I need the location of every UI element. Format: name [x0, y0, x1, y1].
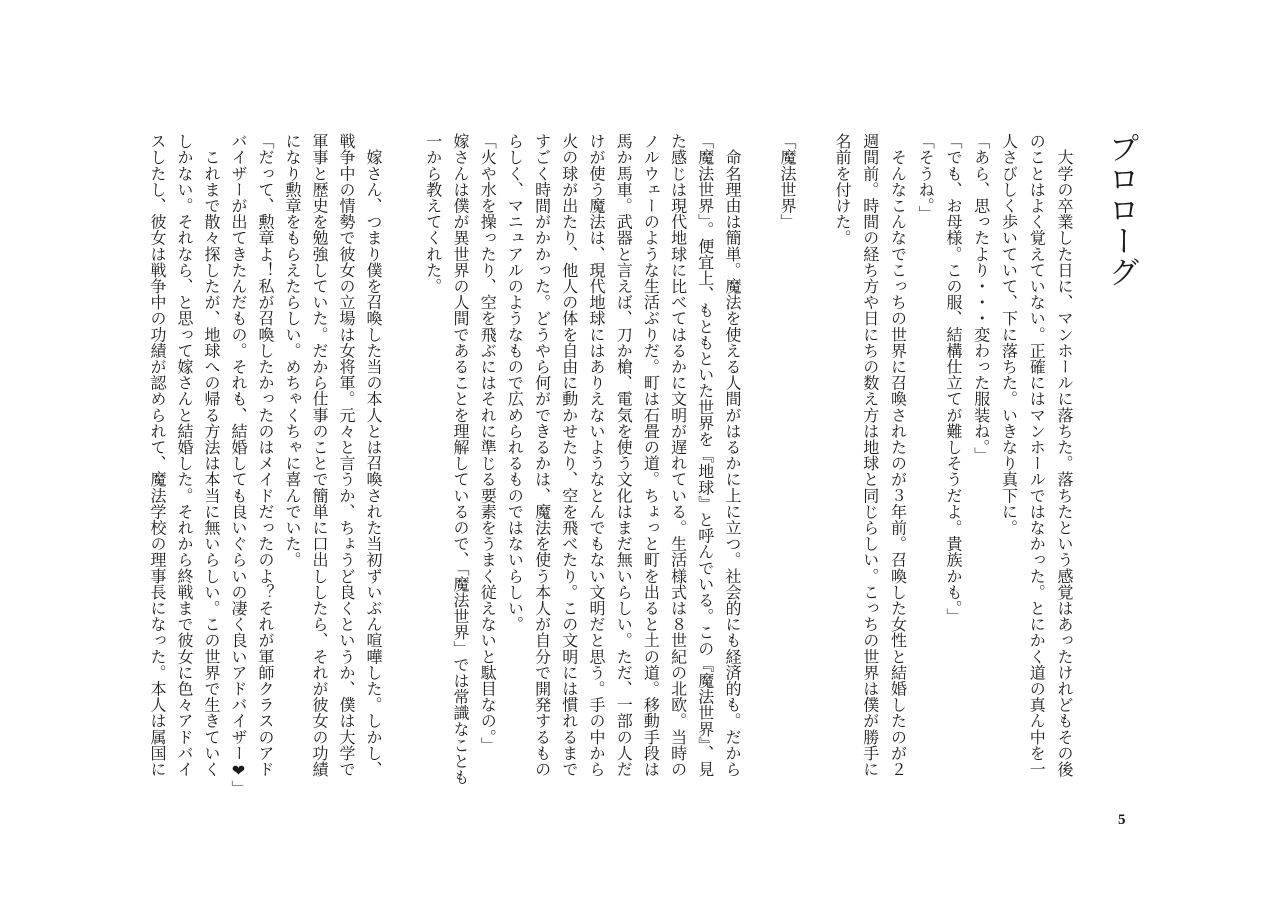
text-line: た感じは現代地球に比べてはるかに文明が遅れている。生活様式は８世紀の北欧。当時の: [668, 133, 688, 777]
text-line: しかない。それなら、と思って嫁さんと結婚した。それから終戦まで彼女に色々アドバイ: [175, 133, 194, 777]
text-line: 「魔法世界」。便宜上、もともといた世界を『地球』と呼んでいる。この『魔法世界』、見: [695, 133, 715, 778]
text-line: ノルウェーのような生活ぶりだ。町は石畳の道。ちょっと町を出ると土の道。移動手段は: [641, 133, 661, 777]
text-line: 大学の卒業した日に、マンホールに落ちた。落ちたという感覚はあったけれどもその後: [1055, 133, 1074, 777]
text-line: のことはよく覚えていない。正確にはマンホールではなかった。とにかく道の真ん中を一: [1027, 133, 1047, 777]
text-line: けが使う魔法は、現代地球にはありえないようなとんでもない文明だと思う。手の中から: [587, 133, 606, 777]
text-line: 命名理由は簡単。魔法を使える人間がはるかに上に立つ。社会的にも経済的も。だから: [723, 133, 742, 777]
text-line: 「あら、思ったより・・・変わった服装ね。」: [971, 133, 991, 464]
chapter-title: プロローグ: [1102, 132, 1139, 287]
text-line: 名前を付けた。: [833, 133, 852, 246]
text-line: 人さびしく歩いていて、下に落ちた。いきなり真下に。: [999, 133, 1019, 536]
text-line: 「でも、お母様。この服、結構仕立てが難しそうだよ。貴族かも。」: [944, 133, 963, 625]
text-line: そんなこんなでこっちの世界に召喚されたのが３年前。召喚した女性と結婚したのが２: [888, 133, 908, 777]
text-line: 戦争中の情勢で彼女の立場は女将軍。元々と言うか、ちょうど良くというか、僕は大学で: [337, 133, 356, 777]
text-line: 一から教えてくれた。: [423, 133, 443, 294]
text-line: スしたし、彼女は戦争中の功績が認められて、魔法学校の理事長になった。本人は属国に: [148, 133, 167, 777]
text-line: 嫁さんは僕が異世界の人間であることを理解しているので、「魔法世界」では常識なことも: [451, 133, 470, 786]
text-line: 「だって、勲章よ！私が召喚したかったのはメイドだったのよ？それが軍師クラスのアド: [256, 133, 275, 777]
text-line: になり勲章をもらえたらしい。めちゃくちゃに喜んでいた。: [283, 133, 302, 568]
text-line: 軍事と歴史を勉強していた。だから仕事のことで簡単に口出ししたら、それが彼女の功績: [310, 133, 329, 777]
text-line: すごく時間がかかった。どうやら何ができるかは、魔法を使う本人が自分で開発するもの: [532, 133, 552, 777]
page-number: 5: [1118, 812, 1126, 828]
text-line: これまで散々探したが、地球への帰る方法は本当に無いらしい。この世界で生きていく: [202, 133, 221, 777]
text-line: 馬か馬車。武器と言えば、刀か槍、電気を使う文化はまだ無いらしい。ただ、一部の人だ: [614, 133, 634, 777]
text-line: らしく、マニュアルのようなもので広められるものではないらしい。: [505, 133, 525, 633]
text-line: 嫁さん、つまり僕を召喚した当の本人とは召喚された当初ずいぶん喧嘩した。しかし、: [364, 133, 383, 777]
text-line: バイザーが出てきたんだもの。それも、結婚しても良いぐらいの凄く良いアドバイザー❤」: [229, 133, 248, 797]
text-line: 「魔法世界」: [778, 133, 797, 230]
text-line: 火の球が出たり、他人の体を自由に動かせたり、空を飛べたり。この文明には慣れるまで: [559, 133, 579, 777]
text-line: 週間前。時間の経ち方や日にちの数え方は地球と同じらしい。こっちの世界は僕が勝手に: [860, 133, 880, 777]
text-line: 「そうね。」: [916, 133, 936, 222]
text-line: 「火や水を操ったり、空を飛ぶにはそれに準じる要素をうまく従えないと駄目なの。」: [478, 133, 498, 753]
